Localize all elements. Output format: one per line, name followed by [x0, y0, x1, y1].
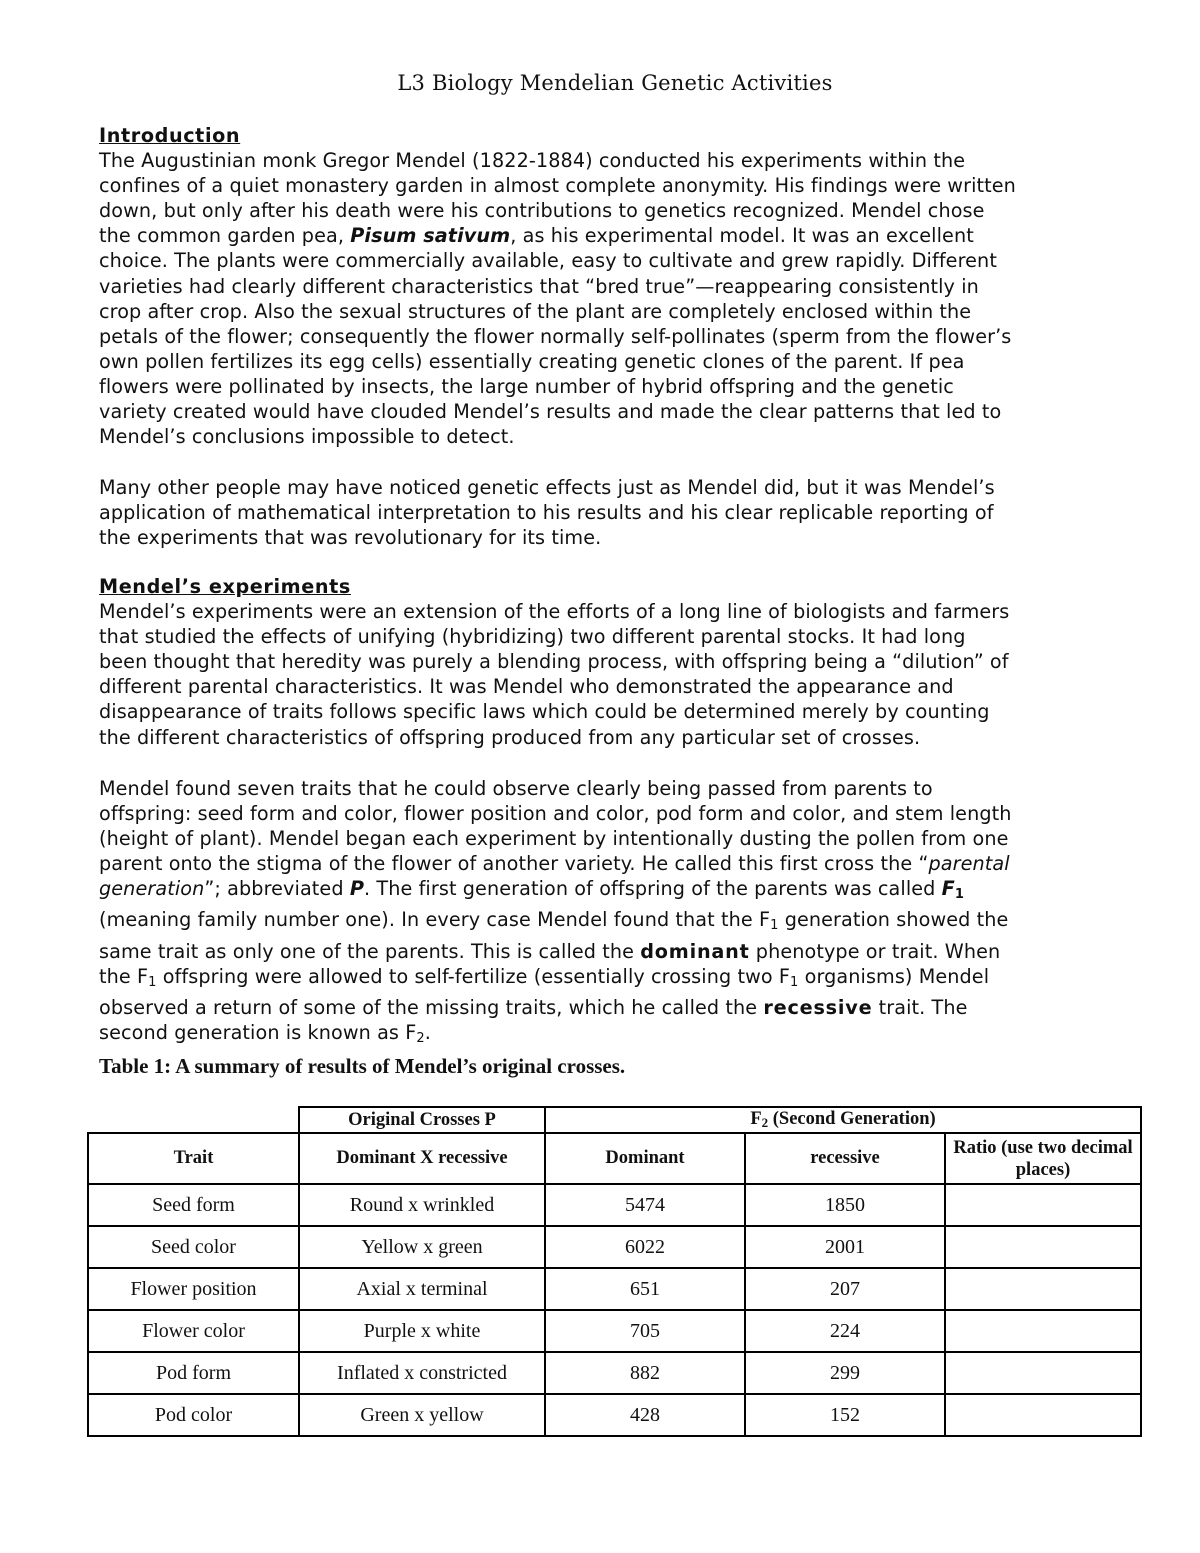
text-line: Mendel’s conclusions impossible to detect. [99, 425, 515, 449]
text-run: trait. The [872, 995, 968, 1019]
text-line: the different characteristics of offspring produced from any particular set of crosses. [99, 725, 921, 749]
recessive-cell: 207 [745, 1268, 945, 1310]
f1-term: F [941, 877, 955, 901]
species-name: Pisum sativum [350, 224, 511, 248]
text-run: ”; abbreviated [204, 877, 350, 901]
seven-traits-paragraph [99, 776, 1134, 1051]
text-line: choice. The plants were commercially available, easy to cultivate and grew rapidly. Different [99, 249, 997, 273]
text-line [99, 1020, 1134, 1051]
trait-cell: Seed form [88, 1184, 299, 1226]
trait-cell: Pod form [88, 1352, 299, 1394]
ratio-cell[interactable] [945, 1352, 1141, 1394]
empty-header-cell [88, 1107, 299, 1133]
experiments-heading: Mendel’s experiments [99, 575, 351, 598]
ratio-cell[interactable] [945, 1184, 1141, 1226]
text-line: offspring: seed form and color, flower position and color, pod form and color, and stem length [99, 802, 1012, 826]
cross-header: Dominant X recessive [299, 1133, 545, 1184]
trait-cell: Seed color [88, 1226, 299, 1268]
subscript: 1 [770, 918, 779, 934]
p-abbreviation: P [349, 877, 364, 901]
ratio-cell[interactable] [945, 1268, 1141, 1310]
cross-cell: Yellow x green [299, 1226, 545, 1268]
text-line: own pollen fertilizes its egg cells) essentially creating genetic clones of the parent. If pea [99, 349, 965, 373]
recessive-cell: 152 [745, 1394, 945, 1436]
ratio-cell[interactable] [945, 1226, 1141, 1268]
text-run: organisms) Mendel [798, 964, 990, 988]
text-line: varieties had clearly different characteristics that “bred true”—reappearing consistently in [99, 274, 979, 298]
cross-cell: Purple x white [299, 1310, 545, 1352]
text-run: second generation is known as F [99, 1020, 417, 1044]
ratio-cell[interactable] [945, 1394, 1141, 1436]
cross-cell: Round x wrinkled [299, 1184, 545, 1226]
introduction-section [99, 123, 1134, 449]
recessive-cell: 224 [745, 1310, 945, 1352]
text-line: down, but only after his death were his contributions to genetics recognized. Mendel chose [99, 199, 985, 223]
table-row [88, 1352, 1141, 1394]
text-line: The Augustinian monk Gregor Mendel (1822-1884) conducted his experiments within the [99, 149, 966, 173]
text-run: (meaning family number one). In every case Mendel found that the F [99, 908, 771, 932]
dominant-cell: 882 [545, 1352, 745, 1394]
text-line: variety created would have clouded Mendel’s results and made the clear patterns that led to [99, 400, 1002, 424]
subscript: 2 [761, 1115, 769, 1130]
f2-generation-header [545, 1107, 1141, 1133]
text-line: Mendel found seven traits that he could observe clearly being passed from parents to [99, 777, 933, 800]
original-crosses-header: Original Crosses P [299, 1107, 545, 1133]
recessive-cell: 299 [745, 1352, 945, 1394]
text-line: petals of the flower; consequently the flower normally self-pollinates (sperm from the flower’s [99, 324, 1012, 348]
dominant-header: Dominant [545, 1133, 745, 1184]
trait-cell: Pod color [88, 1394, 299, 1436]
ratio-header: Ratio (use two decimal places) [945, 1133, 1141, 1184]
header-text: F [750, 1109, 762, 1129]
cross-cell: Inflated x constricted [299, 1352, 545, 1394]
text-line [99, 876, 1134, 907]
text-run: , as his experimental model. It was an excellent [510, 224, 974, 248]
text-line: application of mathematical interpretation to his results and his clear replicable reporting of [99, 501, 994, 525]
text-line: disappearance of traits follows specific laws which could be determined merely by counting [99, 700, 990, 724]
text-line: crop after crop. Also the sexual structures of the plant are completely enclosed within the [99, 299, 972, 323]
table-group-header-row [88, 1107, 1141, 1133]
text-line [99, 223, 1134, 248]
text-line [99, 907, 1134, 938]
table-row [88, 1268, 1141, 1310]
cross-cell: Axial x terminal [299, 1268, 545, 1310]
text-line [99, 964, 1134, 995]
trait-header: Trait [88, 1133, 299, 1184]
text-run: the F [99, 964, 149, 988]
text-run: generation showed the [778, 908, 1009, 932]
recessive-header: recessive [745, 1133, 945, 1184]
introduction-heading: Introduction [99, 124, 241, 147]
text-line: flowers were pollinated by insects, the large number of hybrid offspring and the genetic [99, 374, 954, 398]
cross-cell: Green x yellow [299, 1394, 545, 1436]
text-line: Mendel’s experiments were an extension of the efforts of a long line of biologists and farmers [99, 600, 1010, 624]
text-run: the common garden pea, [99, 224, 351, 248]
dominant-cell: 428 [545, 1394, 745, 1436]
dominant-cell: 705 [545, 1310, 745, 1352]
text-run: same trait as only one of the parents. This is called the [99, 939, 641, 963]
table-column-header-row [88, 1133, 1141, 1184]
subscript: 2 [416, 1030, 425, 1046]
text-run: offspring were allowed to self-fertilize (essentially crossing two F [156, 964, 791, 988]
text-run: observed a return of some of the missing traits, which he called the [99, 995, 764, 1019]
subscript: 1 [148, 974, 157, 990]
results-table [87, 1106, 1142, 1437]
table-row [88, 1394, 1141, 1436]
text-line: the experiments that was revolutionary for its time. [99, 526, 602, 550]
text-run: phenotype or trait. When [749, 939, 1001, 963]
text-run: parent onto the stigma of the flower of another variety. He called this first cross the “ [99, 852, 929, 876]
table-row [88, 1226, 1141, 1268]
text-line: (height of plant). Mendel began each experiment by intentionally dusting the pollen from one [99, 827, 1009, 851]
dominant-cell: 651 [545, 1268, 745, 1310]
parental-term: parental [928, 852, 1010, 876]
table-caption: Table 1: A summary of results of Mendel’s original crosses. [99, 1054, 626, 1078]
text-run: . [424, 1020, 431, 1044]
text-line: confines of a quiet monastery garden in almost complete anonymity. His findings were written [99, 174, 1016, 198]
text-line: that studied the effects of unifying (hybridizing) two different parental stocks. It had long [99, 625, 966, 649]
text-line [99, 851, 1134, 876]
trait-cell: Flower color [88, 1310, 299, 1352]
generation-term: generation [99, 877, 205, 901]
recessive-term: recessive [763, 995, 873, 1019]
trait-cell: Flower position [88, 1268, 299, 1310]
recessive-cell: 1850 [745, 1184, 945, 1226]
subscript: 1 [954, 887, 965, 903]
experiments-section [99, 574, 1134, 750]
header-text: (Second Generation) [768, 1109, 936, 1129]
table-row [88, 1310, 1141, 1352]
text-line [99, 939, 1134, 964]
text-line: Many other people may have noticed genetic effects just as Mendel did, but it was Mendel’s [99, 476, 995, 499]
subscript: 1 [790, 974, 799, 990]
table-row [88, 1184, 1141, 1226]
text-line: different parental characteristics. It was Mendel who demonstrated the appearance and [99, 675, 954, 699]
document-title: L3 Biology Mendelian Genetic Activities [397, 71, 833, 95]
text-run: . The first generation of offspring of the parents was called [363, 877, 942, 901]
text-line [99, 995, 1134, 1020]
mathematical-interpretation-paragraph [99, 475, 1134, 550]
dominant-cell: 6022 [545, 1226, 745, 1268]
introduction-paragraph [99, 148, 1134, 449]
recessive-cell: 2001 [745, 1226, 945, 1268]
dominant-cell: 5474 [545, 1184, 745, 1226]
text-line: been thought that heredity was purely a blending process, with offspring being a “dilution” of [99, 650, 1009, 674]
ratio-cell[interactable] [945, 1310, 1141, 1352]
dominant-term: dominant [640, 939, 750, 963]
